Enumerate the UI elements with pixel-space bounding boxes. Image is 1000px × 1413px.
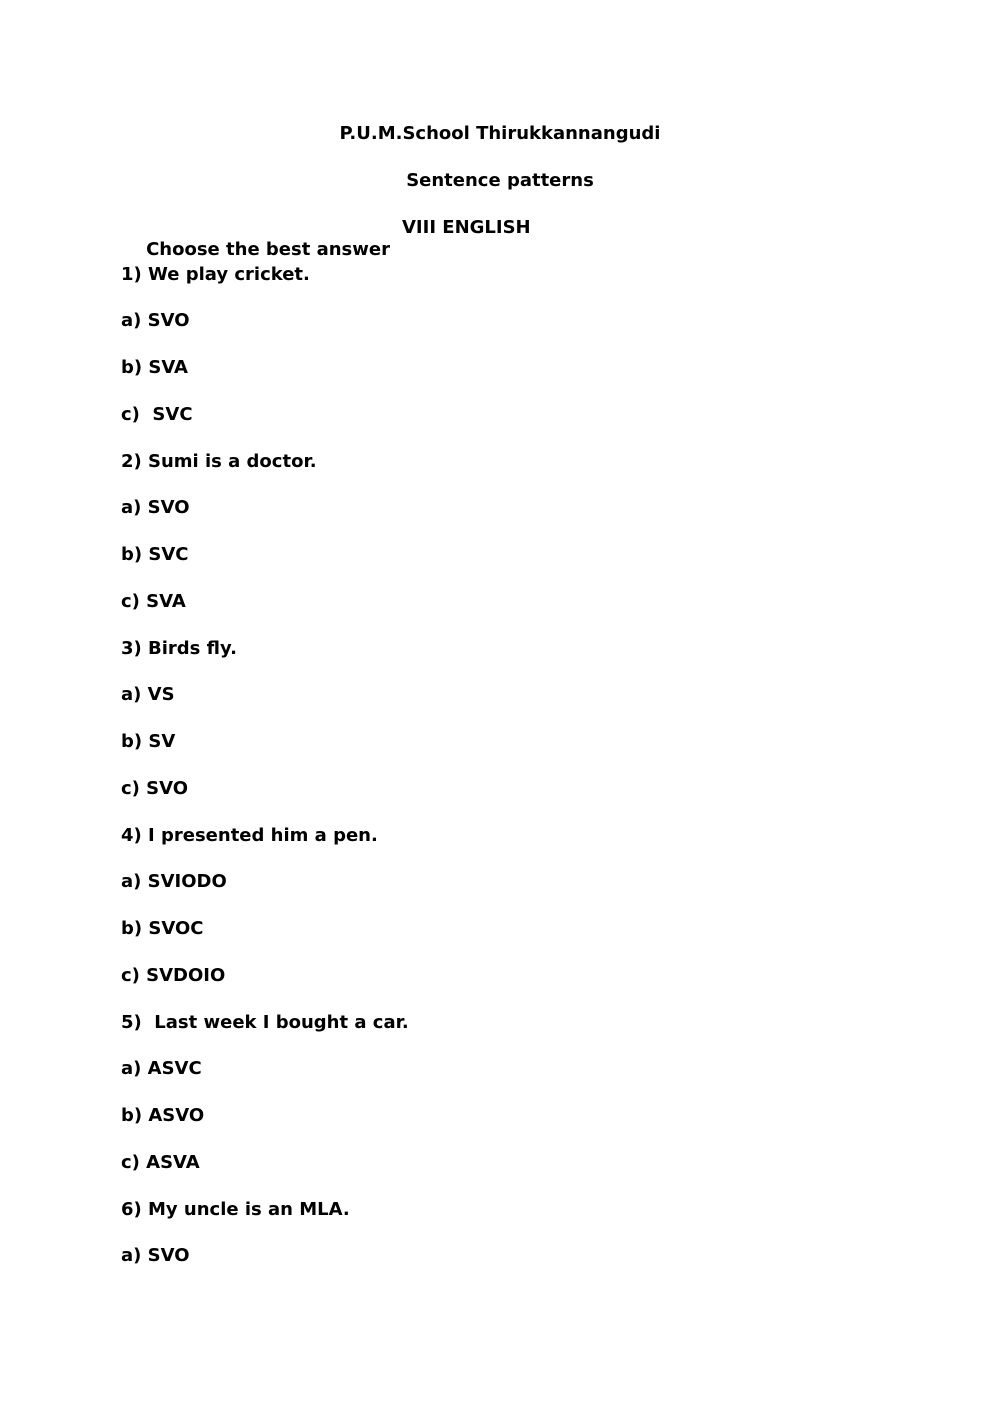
q3-option-c[interactable]: c) SVO — [121, 778, 189, 799]
q2-option-b[interactable]: b) SVC — [121, 544, 189, 565]
q5-option-c[interactable]: c) ASVA — [121, 1152, 200, 1173]
q5-option-b[interactable]: b) ASVO — [121, 1105, 205, 1126]
q4-option-a[interactable]: a) SVIODO — [121, 871, 227, 892]
question-6: 6) My uncle is an MLA. — [121, 1199, 350, 1220]
q4-option-b[interactable]: b) SVOC — [121, 918, 204, 939]
q1-option-b[interactable]: b) SVA — [121, 357, 188, 378]
question-4: 4) I presented him a pen. — [121, 825, 378, 846]
q5-option-a[interactable]: a) ASVC — [121, 1058, 202, 1079]
q4-option-c[interactable]: c) SVDOIO — [121, 965, 226, 986]
question-2: 2) Sumi is a doctor. — [121, 451, 317, 472]
instruction-text: Choose the best answer — [146, 239, 390, 260]
school-name: P.U.M.School Thirukkannangudi — [339, 123, 661, 144]
q2-option-a[interactable]: a) SVO — [121, 497, 190, 518]
subject-label: VIII ENGLISH — [402, 217, 531, 238]
question-1: 1) We play cricket. — [121, 264, 310, 285]
q6-option-a[interactable]: a) SVO — [121, 1245, 190, 1266]
q2-option-c[interactable]: c) SVA — [121, 591, 186, 612]
q1-option-a[interactable]: a) SVO — [121, 310, 190, 331]
q3-option-a[interactable]: a) VS — [121, 684, 175, 705]
q3-option-b[interactable]: b) SV — [121, 731, 176, 752]
worksheet-topic: Sentence patterns — [406, 170, 594, 191]
question-3: 3) Birds fly. — [121, 638, 237, 659]
q1-option-c[interactable]: c) SVC — [121, 404, 193, 425]
question-5: 5) Last week I bought a car. — [121, 1012, 409, 1033]
